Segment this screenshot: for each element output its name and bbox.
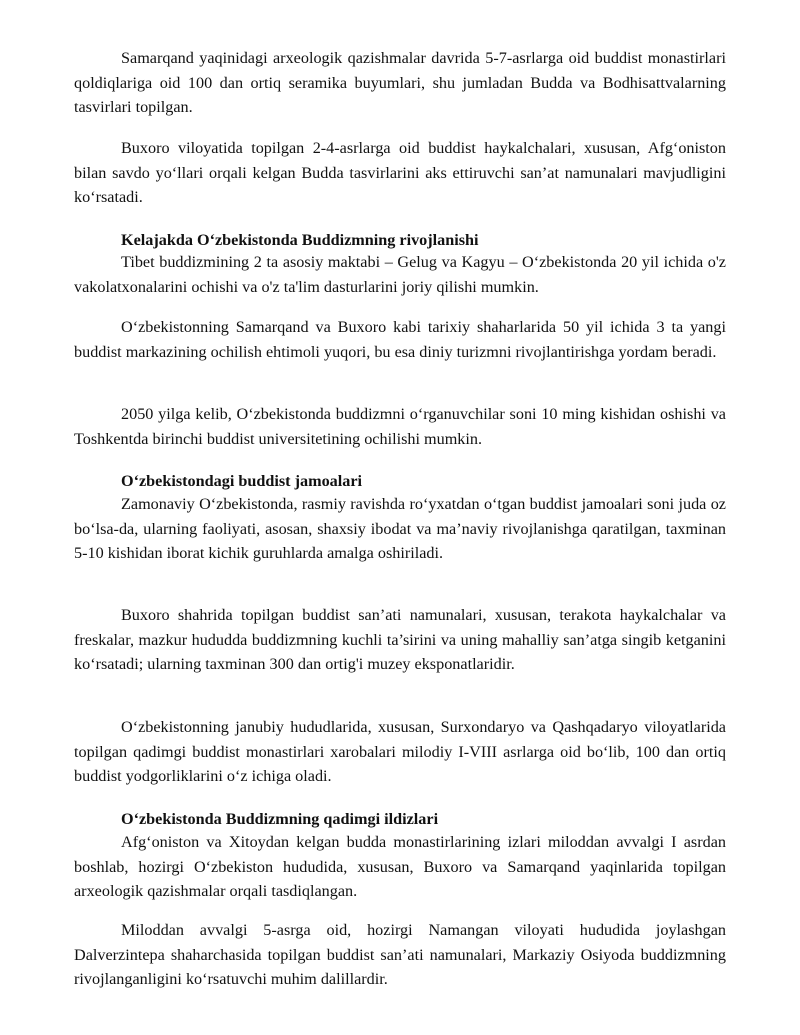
paragraph-university-2050: 2050 yilga kelib, O‘zbekistonda buddizmni o‘rganuvchilar soni 10 ming kishidan oshishi va Toshkentda birinchi buddist universitetining ochilishi mumkin. <box>74 405 726 448</box>
paragraph-tibetan-schools: Tibet buddizmining 2 ta asosiy maktabi – Gelug va Kagyu – O‘zbekistonda 20 yil ichida o'z vakolatxonalarini ochishi va o'z ta'lim dasturlarini joriy qilishi mumkin. <box>74 253 726 296</box>
paragraph-monastery-traces: Afg‘oniston va Xitoydan kelgan budda monastirlarining izlari miloddan avvalgi I asrdan boshlab, hozirgi O‘zbekiston hududida, xususan, Buxoro va Samarqand yaqinlarida topilgan arxeologik qazishmalar orqali tasdiqlangan. <box>74 833 726 900</box>
section-heading-future-development: Kelajakda O‘zbekistonda Buddizmning rivojlanishi <box>121 231 479 249</box>
paragraph-modern-communities: Zamonaviy O‘zbekistonda, rasmiy ravishda ro‘yxatdan o‘tgan buddist jamoalari soni juda oz bo‘lsa-da, ularning faoliyati, asosan, shaxsiy ibodat va ma’naviy rivojlanishga qaratilgan, taxminan 5-10 kishidan iborat kichik guruhlarda amalga oshiriladi. <box>74 495 726 562</box>
paragraph-southern-monasteries: O‘zbekistonning janubiy hududlarida, xususan, Surxondaryo va Qashqadaryo viloyatlarida topilgan qadimgi buddist monastirlari xarobalari milodiy I-VIII asrlarga oid bo‘lib, 100 dan ortiq buddist yodgorliklarini o‘z ichiga oladi. <box>74 718 726 785</box>
paragraph-buxoro-figurines: Buxoro viloyatida topilgan 2-4-asrlarga oid buddist haykalchalari, xususan, Afg‘oniston bilan savdo yo‘llari orqali kelgan Budda tasvirlarini aks ettiruvchi san’at namunalari mavjudligini ko‘rsatadi. <box>74 139 726 206</box>
paragraph-buxoro-art: Buxoro shahrida topilgan buddist san’ati namunalari, xususan, terakota haykalchalar va freskalar, mazkur hududda buddizmning kuchli ta’sirini va uning mahalliy san’atga singib ketganini ko‘rsatadi; ularning taxminan 300 dan ortig'i muzey eksponatlaridir. <box>74 606 726 673</box>
paragraph-samarqand-ceramics: Samarqand yaqinidagi arxeologik qazishmalar davrida 5-7-asrlarga oid buddist monastirlari qoldiqlariga oid 100 dan ortiq seramika buyumlari, shu jumladan Budda va Bodhisattvalarning tasvirlari topilgan. <box>74 49 726 116</box>
section-heading-buddhist-communities: O‘zbekistondagi buddist jamoalari <box>121 472 363 490</box>
paragraph-dalverzintepa: Miloddan avvalgi 5-asrga oid, hozirgi Namangan viloyati hududida joylashgan Dalverzintepa shaharchasida topilgan buddist san’ati namunalari, Markaziy Osiyoda buddizmning rivojlanganligini ko‘rsatuvchi muhim dalillardir. <box>74 921 726 988</box>
paragraph-new-centers: O‘zbekistonning Samarqand va Buxoro kabi tarixiy shaharlarida 50 yil ichida 3 ta yangi buddist markazining ochilish ehtimoli yuqori, bu esa diniy turizmni rivojlantirishga yordam beradi. <box>74 318 726 361</box>
section-heading-ancient-roots: O‘zbekistonda Buddizmning qadimgi ildizlari <box>121 810 439 828</box>
